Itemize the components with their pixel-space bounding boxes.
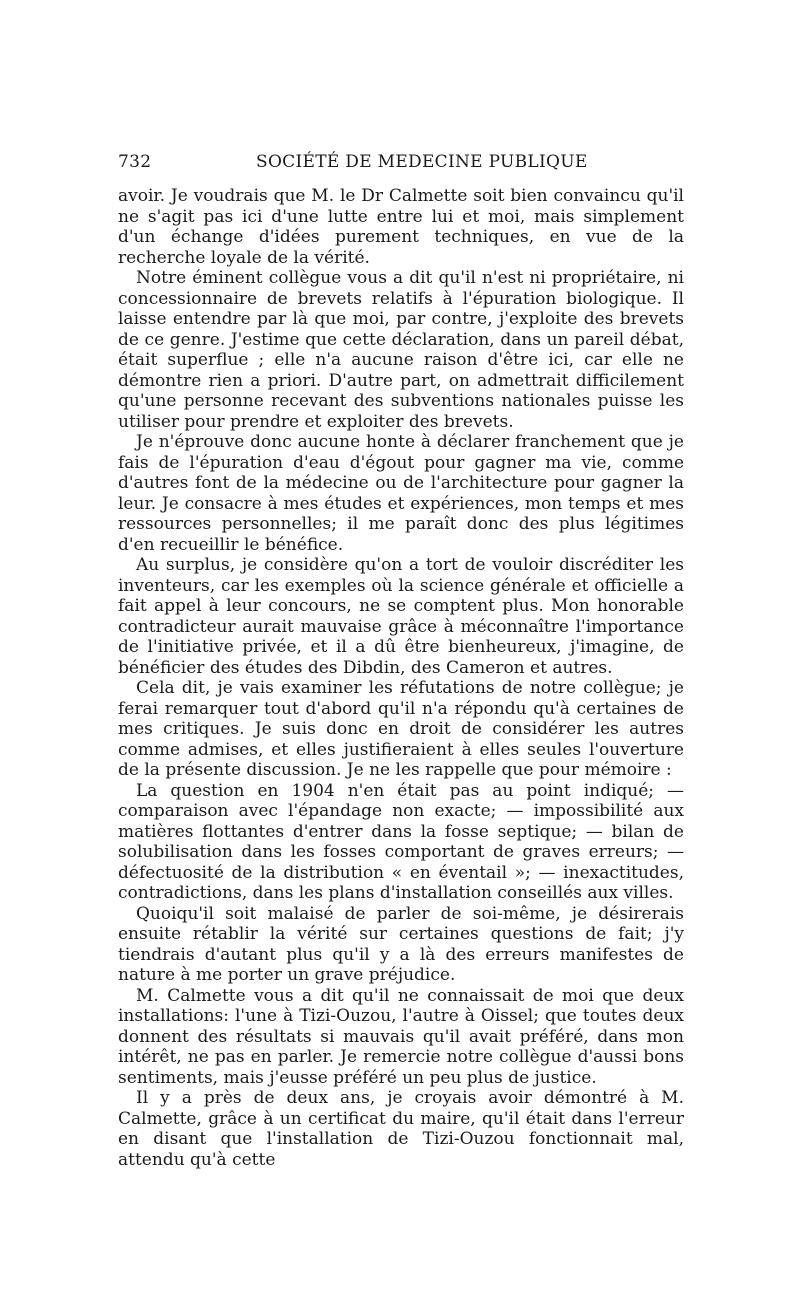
paragraph-2: Notre éminent collègue vous a dit qu'il n'est ni propriétaire, ni concessionnaire de brevets relatifs à l'épuration biologique. Il laisse entendre par là que moi, par contre, j'exploite des brevets de ce genre. J'estime que cette déclaration, dans un pareil débat, était superflue ; elle n'a aucune raison d'être ici, car elle ne démontre rien a priori. D'autre part, on admettrait difficilement qu'une personne recevant des subventions nationales puisse les utiliser pour prendre et exploiter des brevets. [118, 268, 684, 432]
paragraph-1: avoir. Je voudrais que M. le Dr Calmette soit bien convaincu qu'il ne s'agit pas ici d'une lutte entre lui et moi, mais simplement d'un échange d'idées purement techniques, en vue de la recherche loyale de la vérité. [118, 186, 684, 268]
running-head: SOCIÉTÉ DE MEDECINE PUBLIQUE [256, 152, 588, 172]
body-text [118, 186, 684, 1170]
page-header [118, 152, 684, 180]
page-number: 732 [118, 152, 152, 172]
paragraph-6: La question en 1904 n'en était pas au point indiqué; — comparaison avec l'épandage non exacte; — impossibilité aux matières flottantes d'entrer dans la fosse septique; — bilan de solubilisation dans les fosses comportant de graves erreurs; — défectuosité de la distribution « en éventail »; — inexactitudes, contradictions, dans les plans d'installation conseillés aux villes. [118, 780, 684, 903]
paragraph-5: Cela dit, je vais examiner les réfutations de notre collègue; je ferai remarquer tout d'abord qu'il n'a répondu qu'à certaines de mes critiques. Je suis donc en droit de considérer les autres comme admises, et elles justifieraient à elles seules l'ouverture de la présente discussion. Je ne les rappelle que pour mémoire : [118, 678, 684, 780]
paragraph-8: M. Calmette vous a dit qu'il ne connaissait de moi que deux installations: l'une à Tizi-Ouzou, l'autre à Oissel; que toutes deux donnent des résultats si mauvais qu'il avait préféré, dans mon intérêt, ne pas en parler. Je remercie notre collègue d'aussi bons sentiments, mais j'eusse préféré un peu plus de justice. [118, 985, 684, 1088]
paragraph-4: Au surplus, je considère qu'on a tort de vouloir discréditer les inventeurs, car les exemples où la science générale et officielle a fait appel à leur concours, ne se comptent plus. Mon honorable contradicteur aurait mauvaise grâce à méconnaître l'importance de l'initiative privée, et il a dû être bienheureux, j'imagine, de bénéficier des études des Dibdin, des Cameron et autres. [118, 555, 684, 678]
paragraph-3: Je n'éprouve donc aucune honte à déclarer franchement que je fais de l'épuration d'eau d'égout pour gagner ma vie, comme d'autres font de la médecine ou de l'architecture pour gagner la leur. Je consacre à mes études et expériences, mon temps et mes ressources personnelles; il me paraît donc des plus légitimes d'en recueillir le bénéfice. [118, 432, 684, 555]
paragraph-7: Quoiqu'il soit malaisé de parler de soi-même, je désirerais ensuite rétablir la vérité sur certaines questions de fait; j'y tiendrais d'autant plus qu'il y a là des erreurs manifestes de nature à me porter un grave préjudice. [118, 903, 684, 985]
paragraph-9: Il y a près de deux ans, je croyais avoir démontré à M. Calmette, grâce à un certificat du maire, qu'il était dans l'erreur en disant que l'installation de Tizi-Ouzou fonctionnait mal, attendu qu'à cette [118, 1088, 684, 1170]
